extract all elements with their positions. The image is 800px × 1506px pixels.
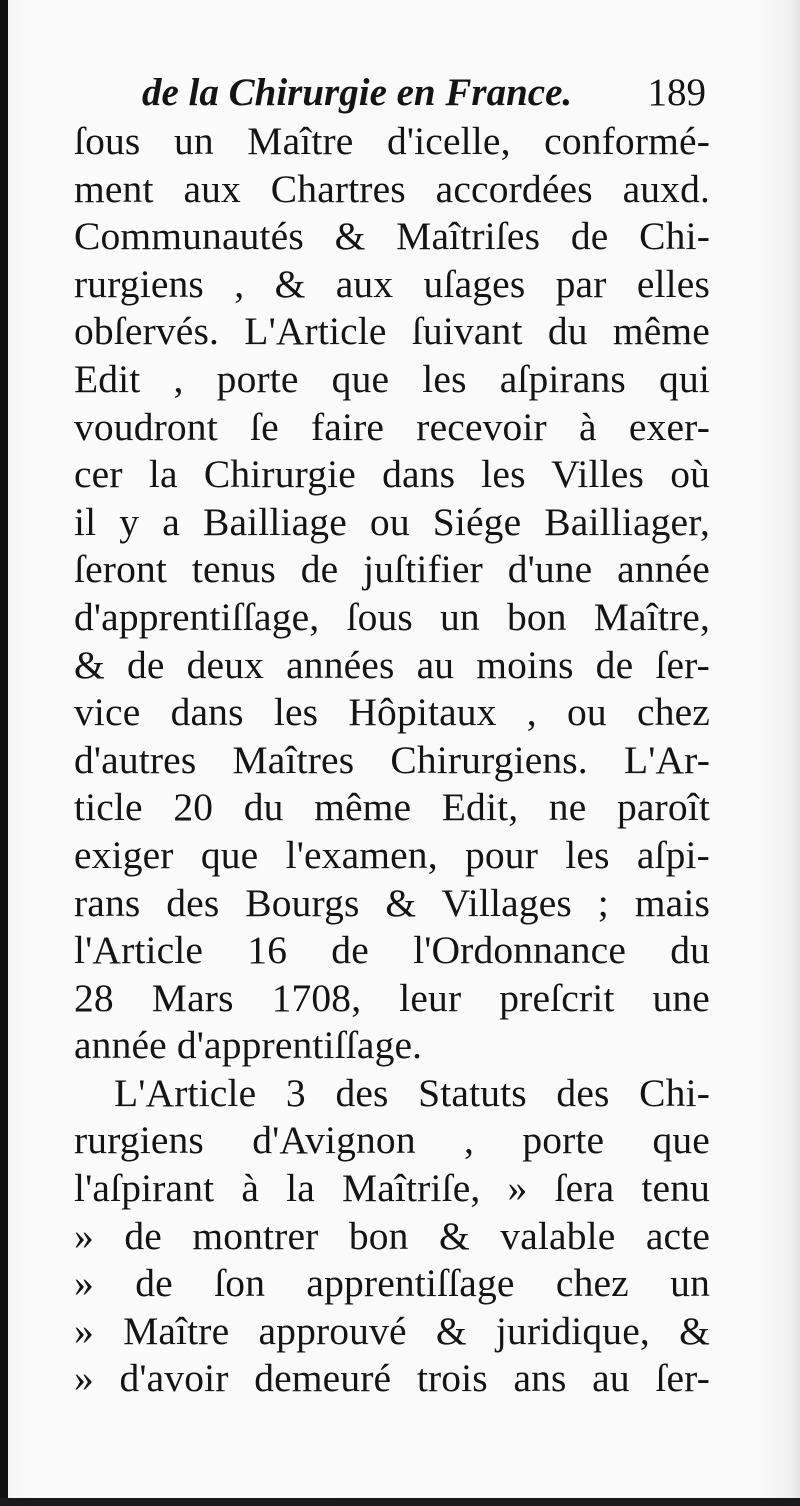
text-line: vice dans les Hôpitaux , ou chez	[74, 690, 710, 735]
text-line: exiger que l'examen, pour les aſpi-	[74, 832, 710, 877]
text-line: ſous un Maître d'icelle, conformé-	[74, 119, 710, 163]
paragraph-last-line: année d'apprentiſſage.	[74, 1023, 423, 1068]
quoted-line: » de montrer bon & valable acte	[74, 1213, 710, 1258]
text-line: cer la Chirurgie dans les Villes où	[74, 452, 710, 497]
text-line: ticle 20 du même Edit, ne paroît	[74, 785, 710, 830]
text-line: obſervés. L'Article ſuivant du même	[74, 309, 710, 354]
quoted-line: » de ſon apprentiſſage chez un	[74, 1261, 710, 1306]
text-line: rurgiens d'Avignon , porte que	[74, 1118, 710, 1163]
paragraph-first-line: L'Article 3 des Statuts des Chi-	[114, 1070, 710, 1115]
text-line: d'autres Maîtres Chirurgiens. L'Ar-	[74, 737, 710, 782]
text-line: Communautés & Maîtriſes de Chi-	[74, 214, 710, 259]
page-number: 189	[647, 71, 706, 114]
text-line: rans des Bourgs & Villages ; mais	[74, 880, 710, 925]
text-line: rurgiens , & aux uſages par elles	[74, 261, 710, 306]
text-line: & de deux années au moins de ſer-	[74, 642, 710, 687]
text-line: d'apprentiſſage, ſous un bon Maître,	[74, 594, 710, 639]
text-line: Edit , porte que les aſpirans qui	[74, 356, 710, 401]
quoted-line: » Maître approuvé & juridique, &	[74, 1308, 710, 1353]
text-line: il y a Bailliage ou Siége Bailliager,	[74, 499, 710, 544]
text-line: ſeront tenus de juſtifier d'une année	[74, 547, 710, 592]
running-head: de la Chirurgie en France.	[142, 71, 573, 114]
text-line: l'aſpirant à la Maîtriſe, » ſera tenu	[74, 1166, 710, 1211]
text-line: 28 Mars 1708, leur preſcrit une	[74, 975, 710, 1020]
text-line: l'Article 16 de l'Ordonnance du	[74, 928, 710, 973]
quoted-line: » d'avoir demeuré trois ans au ſer-	[74, 1356, 710, 1401]
text-line: voudront ſe faire recevoir à exer-	[74, 404, 710, 449]
text-line: ment aux Chartres accordées auxd.	[74, 166, 710, 211]
page-header	[142, 66, 712, 118]
body-text	[74, 118, 710, 1403]
